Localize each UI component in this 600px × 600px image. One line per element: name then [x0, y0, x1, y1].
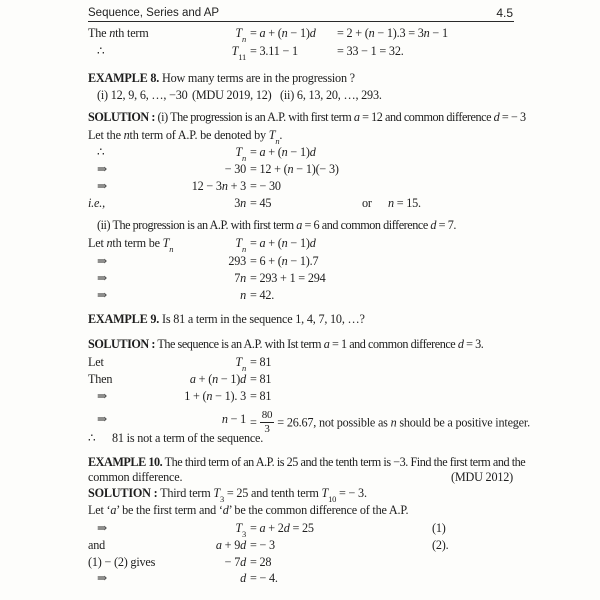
text: Let the — [88, 128, 124, 142]
eq-rhs: = 81 — [250, 389, 272, 403]
implies-symbol: ⇒ — [97, 271, 108, 285]
eq-lhs: n − 1 — [221, 412, 246, 426]
page-number: 4.5 — [496, 6, 513, 20]
result-value: = 26.67, — [277, 415, 317, 430]
eq-lhs: a + 9d — [215, 538, 246, 552]
solution-label: SOLUTION : — [88, 337, 155, 351]
intro-line-2 — [0, 43, 600, 63]
math-d: d = 7. — [430, 218, 456, 232]
eq-lhs: 293 — [228, 254, 246, 268]
solution-sentence — [88, 485, 367, 505]
example10-let-line — [0, 502, 600, 519]
then-label: Then — [88, 372, 113, 386]
sub-10: 10 — [328, 494, 337, 505]
sub-n: n — [241, 153, 246, 164]
implies-symbol: ⇒ — [97, 162, 108, 176]
eq-lhs: 12 − 3n + 3 — [191, 179, 246, 193]
sub-3: 3 — [219, 494, 225, 505]
example10-eq4 — [0, 570, 600, 587]
eq-lhs: d — [240, 571, 246, 585]
example8-eq2 — [0, 161, 600, 178]
example10-title-line2 — [0, 469, 600, 486]
eq-rhs: = a + 2d = 25 — [250, 521, 314, 535]
var-n: n — [390, 415, 397, 430]
eq-rhs: = a + (n − 1)d — [250, 26, 316, 40]
eq-rhs: = 42. — [250, 288, 275, 302]
eq-rhs: = 45 — [250, 196, 272, 210]
conclusion-text: 81 is not a term of the sequence. — [112, 431, 264, 445]
eq-lhs: 7n — [234, 271, 246, 285]
fraction-denominator: 3 — [260, 422, 275, 435]
eq-rhs: = 28 — [250, 555, 272, 569]
eq-lhs: 1 + (n − 1). 3 — [184, 389, 246, 403]
eq-rhs: = a + (n − 1)d — [250, 236, 316, 250]
solution-label: SOLUTION : — [88, 486, 158, 500]
var-n: n — [123, 128, 130, 142]
therefore-symbol: ∴ — [97, 44, 105, 58]
eq-lhs: n — [240, 288, 246, 302]
text: th term of A.P. be denoted by — [129, 128, 269, 142]
eq-rhs: = 81 — [250, 355, 272, 369]
sub-11: 11 — [238, 52, 246, 63]
var-T: T — [235, 26, 242, 40]
eq-lhs: a + (n − 1)d — [189, 372, 246, 386]
eq-lhs — [100, 354, 246, 374]
text: (i) The progression is an A.P. with first term — [154, 110, 354, 124]
eq-lhs — [100, 520, 246, 540]
text: and common difference — [346, 337, 458, 351]
example9-title-line — [0, 311, 600, 328]
eq-rhs: = a + (n − 1)d — [250, 145, 316, 159]
equation-number-1: (1) — [432, 521, 446, 535]
var-T: T — [213, 486, 220, 500]
question-text-wrap: common difference. — [88, 470, 183, 484]
eq-rhs-2: = 33 − 1 = 32. — [337, 44, 404, 58]
sub-n: n — [241, 244, 246, 255]
eq-lhs: − 30 — [224, 162, 246, 176]
example8-eq4 — [0, 195, 600, 212]
header-rule — [88, 21, 514, 22]
let-label: Let — [88, 355, 104, 369]
implies-symbol: ⇒ — [97, 412, 108, 426]
example-label: EXAMPLE 10. — [88, 455, 163, 469]
solution-sentence — [88, 336, 483, 353]
text: and common difference — [382, 110, 494, 124]
var-a: a — [110, 503, 117, 517]
let-sentence — [88, 127, 283, 147]
text: should be a positive integer. — [396, 415, 530, 430]
fraction-numerator: 80 — [261, 409, 273, 421]
implies-symbol: ⇒ — [97, 179, 108, 193]
item-ii: (ii) 6, 13, 20, …, 293. — [280, 88, 382, 102]
example9-solution-line — [0, 336, 600, 353]
math-a: a = 12 — [353, 110, 383, 124]
eq-lhs — [100, 235, 246, 255]
eq-lhs: − 7d — [224, 555, 246, 569]
text: and common difference — [319, 218, 431, 232]
eq-rhs-2: = 2 + (n − 1).3 = 3n − 1 — [337, 26, 448, 40]
source-citation: (MDU 2019, 12) — [192, 88, 272, 102]
math-d: d = 3. — [457, 337, 484, 351]
implies-symbol: ⇒ — [97, 389, 108, 403]
text: The — [88, 26, 110, 40]
implies-symbol: ⇒ — [97, 521, 108, 535]
var-T: T — [235, 355, 242, 369]
example8-items-line — [0, 87, 600, 104]
example10-eq3 — [0, 554, 600, 571]
example8-heading — [88, 70, 355, 87]
var-T: T — [235, 145, 242, 159]
sub-n: n — [169, 244, 174, 255]
example8-title-line — [0, 70, 600, 87]
solution-sentence — [88, 109, 526, 126]
text: = 25 and tenth term — [224, 486, 322, 500]
or-text: or — [362, 196, 372, 210]
example8-part2-let — [0, 235, 600, 255]
example8-eq1 — [0, 144, 600, 164]
question-text: The third term of an A.P. is 25 and the tenth term is −3. Find the first term and the — [162, 455, 526, 469]
example8-part2-eq2 — [0, 253, 600, 270]
example-label: EXAMPLE 9. — [88, 312, 160, 326]
sub-n: n — [241, 363, 246, 374]
gives-label: (1) − (2) gives — [88, 555, 156, 569]
eq-lhs — [100, 43, 246, 63]
eq-rhs: = 293 + 1 = 294 — [250, 271, 326, 285]
example9-eq2 — [0, 371, 600, 388]
example-label: EXAMPLE 8. — [88, 71, 160, 85]
question-text: How many terms are in the progression ? — [159, 71, 355, 85]
var-T: T — [321, 486, 329, 500]
text: not possible as — [316, 415, 391, 430]
sub-3: 3 — [241, 529, 246, 540]
question-text: Is 81 a term in the sequence 1, 4, 7, 10, …? — [159, 312, 365, 326]
var-n: n — [106, 236, 113, 250]
ie-label: i.e., — [88, 196, 105, 210]
intro-line-1 — [0, 25, 600, 45]
text: Let — [88, 236, 107, 250]
example9-eq1 — [0, 354, 600, 374]
sub-n: n — [275, 136, 280, 147]
sub-n: n — [241, 34, 246, 45]
var-T: T — [235, 236, 242, 250]
text: Let ‘ — [88, 503, 111, 517]
example9-heading — [88, 311, 365, 328]
item-i: (i) 12, 9, 6, …, −30 — [97, 88, 188, 102]
var-T: T — [231, 44, 239, 58]
text: (ii) The progression is an A.P. with first term — [97, 218, 297, 232]
eq-rhs: = − 30 — [250, 179, 281, 193]
eq-rhs: = 6 + (n − 1).7 — [250, 254, 319, 268]
var-d: d — [222, 503, 229, 517]
text: ’ be the first term and ‘ — [116, 503, 223, 517]
example9-eq3 — [0, 388, 600, 405]
var-n: n — [109, 26, 116, 40]
equation-number-2: (2). — [432, 538, 449, 552]
example8-part2-eq3 — [0, 270, 600, 287]
eq-rhs: = − 3 — [250, 538, 275, 552]
var-T: T — [162, 236, 170, 250]
text: . — [279, 128, 283, 142]
example8-eq3 — [0, 178, 600, 195]
text: The sequence is an A.P. with Ist term — [154, 337, 324, 351]
eq-rhs: = 3.11 − 1 — [250, 44, 298, 58]
eq-rhs: = 81 — [250, 372, 272, 386]
example10-solution-line — [0, 485, 600, 505]
eq-rhs: = 12 + (n − 1)(− 3) — [250, 162, 339, 176]
solution-label: SOLUTION : — [88, 110, 155, 124]
therefore-symbol: ∴ — [88, 431, 96, 445]
therefore-symbol: ∴ — [97, 145, 105, 159]
implies-symbol: ⇒ — [97, 571, 108, 585]
math-a: a = 6 — [296, 218, 320, 232]
implies-symbol: ⇒ — [97, 288, 108, 302]
eq-rhs: = − 4. — [250, 571, 278, 585]
var-T: T — [235, 521, 242, 535]
example9-eq4-fraction-line — [0, 409, 600, 435]
text: th term — [115, 26, 149, 40]
text: Third term — [157, 486, 214, 500]
eq-lhs — [100, 25, 246, 45]
example9-conclusion — [0, 430, 600, 447]
eq-alt: n = 15. — [388, 196, 421, 210]
text: ’ be the common difference of the A.P. — [228, 503, 409, 517]
source-citation: (MDU 2012) — [451, 470, 513, 484]
let-sentence — [88, 502, 408, 519]
example8-part2-eq4 — [0, 287, 600, 304]
math-a: a = 1 — [323, 337, 347, 351]
running-head-title: Sequence, Series and AP — [88, 7, 220, 19]
eq-lhs — [100, 144, 246, 164]
and-label: and — [88, 538, 105, 552]
solution-sentence — [97, 217, 456, 234]
implies-symbol: ⇒ — [97, 254, 108, 268]
example10-eq1 — [0, 520, 600, 540]
example8-solution-line — [0, 109, 600, 126]
equals-sign: = — [250, 415, 257, 430]
example10-eq2 — [0, 537, 600, 554]
example8-let-line — [0, 127, 600, 147]
math-d: d = − 3 — [493, 110, 526, 124]
example8-part2-line — [0, 217, 600, 234]
text: = − 3. — [336, 486, 367, 500]
text: th term be — [112, 236, 163, 250]
var-T: T — [268, 128, 276, 142]
eq-lhs: 3n — [234, 196, 246, 210]
